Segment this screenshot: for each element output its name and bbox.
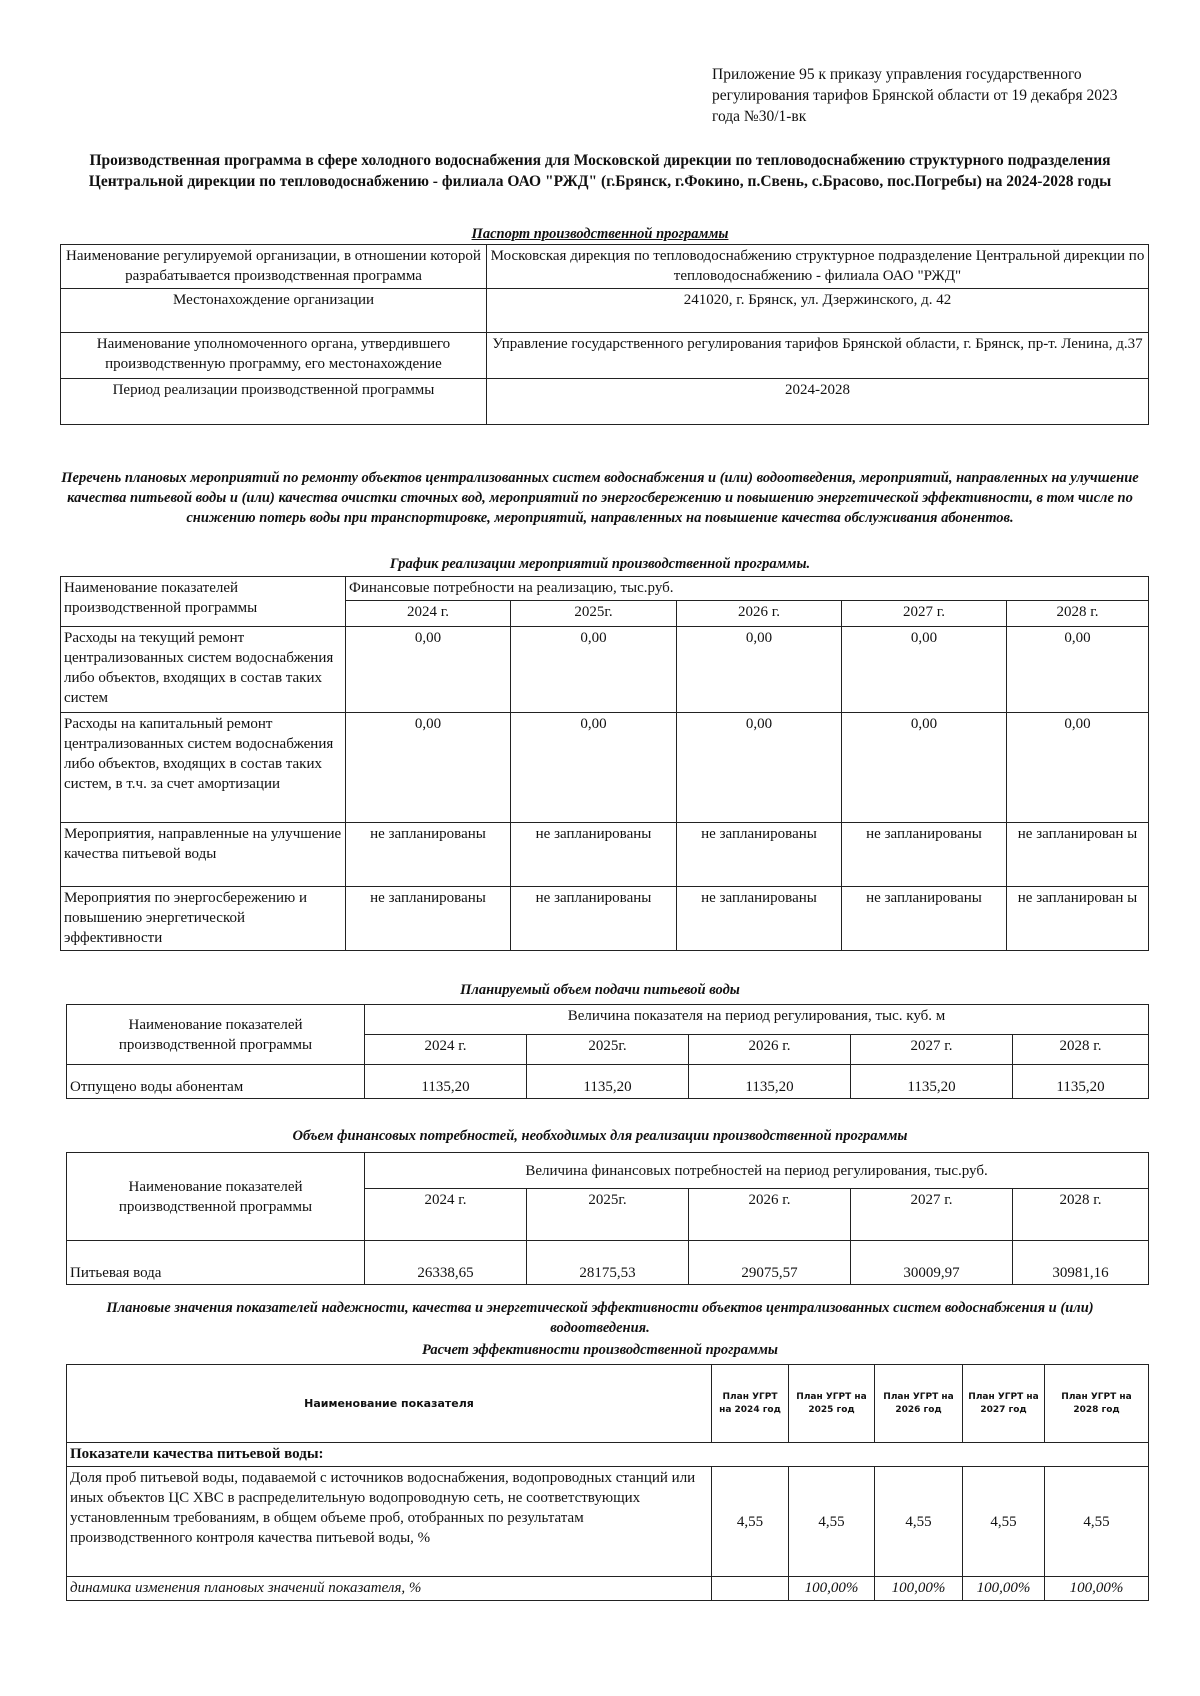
indicators-col-header: Наименование показателя — [67, 1365, 712, 1443]
plan-header: План УГРТ на 2026 год — [875, 1365, 963, 1443]
passport-label-organization: Наименование регулируемой организации, в отношении которой разрабатывается производственная программа — [61, 245, 487, 289]
cell-value: не запланированы — [842, 823, 1007, 887]
indicators-subtitle: Расчет эффективности производственной программы — [422, 1342, 778, 1358]
table-row — [61, 627, 1149, 713]
cell-value: 1135,20 — [689, 1065, 851, 1099]
finance-col-header: Наименование показателей производственной программы — [67, 1153, 365, 1241]
volume-title: Планируемый объем подачи питьевой воды — [460, 982, 740, 998]
finance-year: 2024 г. — [365, 1189, 527, 1241]
table-row — [61, 823, 1149, 887]
cell-value: 0,00 — [1007, 713, 1149, 823]
cell-value: 0,00 — [842, 713, 1007, 823]
row-label: Питьевая вода — [67, 1241, 365, 1285]
cell-value: 1135,20 — [1013, 1065, 1149, 1099]
cell-value: 0,00 — [1007, 627, 1149, 713]
volume-group-header: Величина показателя на период регулирования, тыс. куб. м — [365, 1005, 1149, 1035]
cell-value: не запланированы — [511, 823, 677, 887]
cell-value: 100,00% — [875, 1577, 963, 1601]
volume-col-header: Наименование показателей производственной программы — [67, 1005, 365, 1065]
passport-label-location: Местонахождение организации — [61, 289, 487, 333]
plan-header: План УГРТ на 2024 год — [712, 1365, 789, 1443]
cell-value: 100,00% — [963, 1577, 1045, 1601]
cell-value: не запланирован ы — [1007, 887, 1149, 951]
row-label: Расходы на капитальный ремонт централизованных систем водоснабжения либо объектов, входящих в состав таких систем, в т.ч. за счет амортизации — [61, 713, 346, 823]
table-row — [61, 713, 1149, 823]
volume-table — [66, 1004, 1149, 1099]
cell-value: 28175,53 — [527, 1241, 689, 1285]
measures-year: 2028 г. — [1007, 601, 1149, 627]
cell-value: 100,00% — [789, 1577, 875, 1601]
cell-value: 4,55 — [963, 1467, 1045, 1577]
cell-value: 4,55 — [789, 1467, 875, 1577]
passport-title: Паспорт производственной программы — [471, 226, 729, 242]
cell-value: 4,55 — [712, 1467, 789, 1577]
table-row — [61, 887, 1149, 951]
passport-label-authority: Наименование уполномоченного органа, утвердившего производственную программу, его местонахождение — [61, 333, 487, 379]
cell-value: 4,55 — [1045, 1467, 1149, 1577]
cell-value: 0,00 — [677, 627, 842, 713]
cell-value: 0,00 — [346, 627, 511, 713]
finance-year: 2026 г. — [689, 1189, 851, 1241]
measures-year: 2026 г. — [677, 601, 842, 627]
cell-value: 1135,20 — [365, 1065, 527, 1099]
finance-group-header: Величина финансовых потребностей на период регулирования, тыс.руб. — [365, 1153, 1149, 1189]
measures-subtitle: График реализации мероприятий производственной программы. — [389, 556, 811, 572]
cell-value: 0,00 — [511, 627, 677, 713]
cell-value: 4,55 — [875, 1467, 963, 1577]
appendix-note: Приложение 95 к приказу управления государственного регулирования тарифов Брянской области от 19 декабря 2023 года №30/1-вк — [712, 66, 1118, 125]
measures-year: 2027 г. — [842, 601, 1007, 627]
finance-year: 2028 г. — [1013, 1189, 1149, 1241]
row-label: Отпущено воды абонентам — [67, 1065, 365, 1099]
table-row — [67, 1577, 1149, 1601]
plan-header: План УГРТ на 2028 год — [1045, 1365, 1149, 1443]
indicators-section-header: Показатели качества питьевой воды: — [67, 1443, 1149, 1467]
passport-label-period: Период реализации производственной программы — [61, 379, 487, 425]
plan-header: План УГРТ на 2025 год — [789, 1365, 875, 1443]
indicators-table — [66, 1364, 1149, 1601]
cell-value — [712, 1577, 789, 1601]
cell-value: не запланированы — [677, 823, 842, 887]
volume-year: 2025г. — [527, 1035, 689, 1065]
volume-year: 2024 г. — [365, 1035, 527, 1065]
table-row — [67, 1467, 1149, 1577]
measures-table — [60, 576, 1149, 951]
cell-value: 26338,65 — [365, 1241, 527, 1285]
cell-value: 30009,97 — [851, 1241, 1013, 1285]
plan-header: План УГРТ на 2027 год — [963, 1365, 1045, 1443]
table-row — [67, 1065, 1149, 1099]
row-label: Расходы на текущий ремонт централизованных систем водоснабжения либо объектов, входящих в состав таких систем — [61, 627, 346, 713]
cell-value: не запланированы — [346, 887, 511, 951]
passport-value-period: 2024-2028 — [487, 379, 1149, 425]
volume-year: 2028 г. — [1013, 1035, 1149, 1065]
cell-value: 1135,20 — [851, 1065, 1013, 1099]
cell-value: 0,00 — [511, 713, 677, 823]
passport-value-authority: Управление государственного регулирования тарифов Брянской области, г. Брянск, пр-т. Ленина, д.37 — [487, 333, 1149, 379]
indicators-title: Плановые значения показателей надежности, качества и энергетической эффективности объектов централизованных систем водоснабжения и (или) водоотведения. — [106, 1300, 1094, 1336]
cell-value: 0,00 — [346, 713, 511, 823]
row-label: Доля проб питьевой воды, подаваемой с источников водоснабжения, водопроводных станций или иных объектов ЦС ХВС в распределительную водопроводную сеть, не соответствующих установленным требованиям, в общем объеме проб, отобранных по результатам производственного контроля качества питьевой воды, % — [67, 1467, 712, 1577]
cell-value: не запланированы — [677, 887, 842, 951]
measures-year: 2024 г. — [346, 601, 511, 627]
measures-year: 2025г. — [511, 601, 677, 627]
measures-title: Перечень плановых мероприятий по ремонту объектов централизованных систем водоснабжения и (или) водоотведения, мероприятий, направленных на улучшение качества питьевой воды и (или) качества очистки сточных вод, мероприятий по энергосбережению и повышению энергетической эффективности, в том числе по снижению потерь воды при транспортировке, мероприятий, направленных на повышение качества обслуживания абонентов. — [61, 470, 1139, 526]
measures-group-header: Финансовые потребности на реализацию, тыс.руб. — [346, 577, 1149, 601]
measures-col-header: Наименование показателей производственной программы — [61, 577, 346, 627]
passport-value-location: 241020, г. Брянск, ул. Дзержинского, д. 42 — [487, 289, 1149, 333]
row-label: динамика изменения плановых значений показателя, % — [67, 1577, 712, 1601]
row-label: Мероприятия, направленные на улучшение качества питьевой воды — [61, 823, 346, 887]
cell-value: не запланированы — [511, 887, 677, 951]
cell-value: не запланированы — [346, 823, 511, 887]
volume-year: 2026 г. — [689, 1035, 851, 1065]
cell-value: 29075,57 — [689, 1241, 851, 1285]
finance-table — [66, 1152, 1149, 1285]
volume-year: 2027 г. — [851, 1035, 1013, 1065]
table-row — [67, 1241, 1149, 1285]
cell-value: 30981,16 — [1013, 1241, 1149, 1285]
passport-table — [60, 244, 1149, 425]
cell-value: не запланированы — [842, 887, 1007, 951]
finance-year: 2025г. — [527, 1189, 689, 1241]
cell-value: 1135,20 — [527, 1065, 689, 1099]
finance-year: 2027 г. — [851, 1189, 1013, 1241]
finance-title: Объем финансовых потребностей, необходимых для реализации производственной программы — [292, 1128, 908, 1144]
row-label: Мероприятия по энергосбережению и повышению энергетической эффективности — [61, 887, 346, 951]
document-title: Производственная программа в сфере холодного водоснабжения для Московской дирекции по тепловодоснабжению структурного подразделения Центральной дирекции по тепловодоснабжению - филиала ОАО "РЖД" (г.Брянск, г.Фокино, п.Свень, с.Брасово, пос.Погребы) на 2024-2028 годы — [88, 152, 1112, 190]
cell-value: 0,00 — [842, 627, 1007, 713]
cell-value: 0,00 — [677, 713, 842, 823]
cell-value: 100,00% — [1045, 1577, 1149, 1601]
passport-value-organization: Московская дирекция по тепловодоснабжению структурное подразделение Центральной дирекции по тепловодоснабжению - филиала ОАО "РЖД" — [487, 245, 1149, 289]
cell-value: не запланирован ы — [1007, 823, 1149, 887]
